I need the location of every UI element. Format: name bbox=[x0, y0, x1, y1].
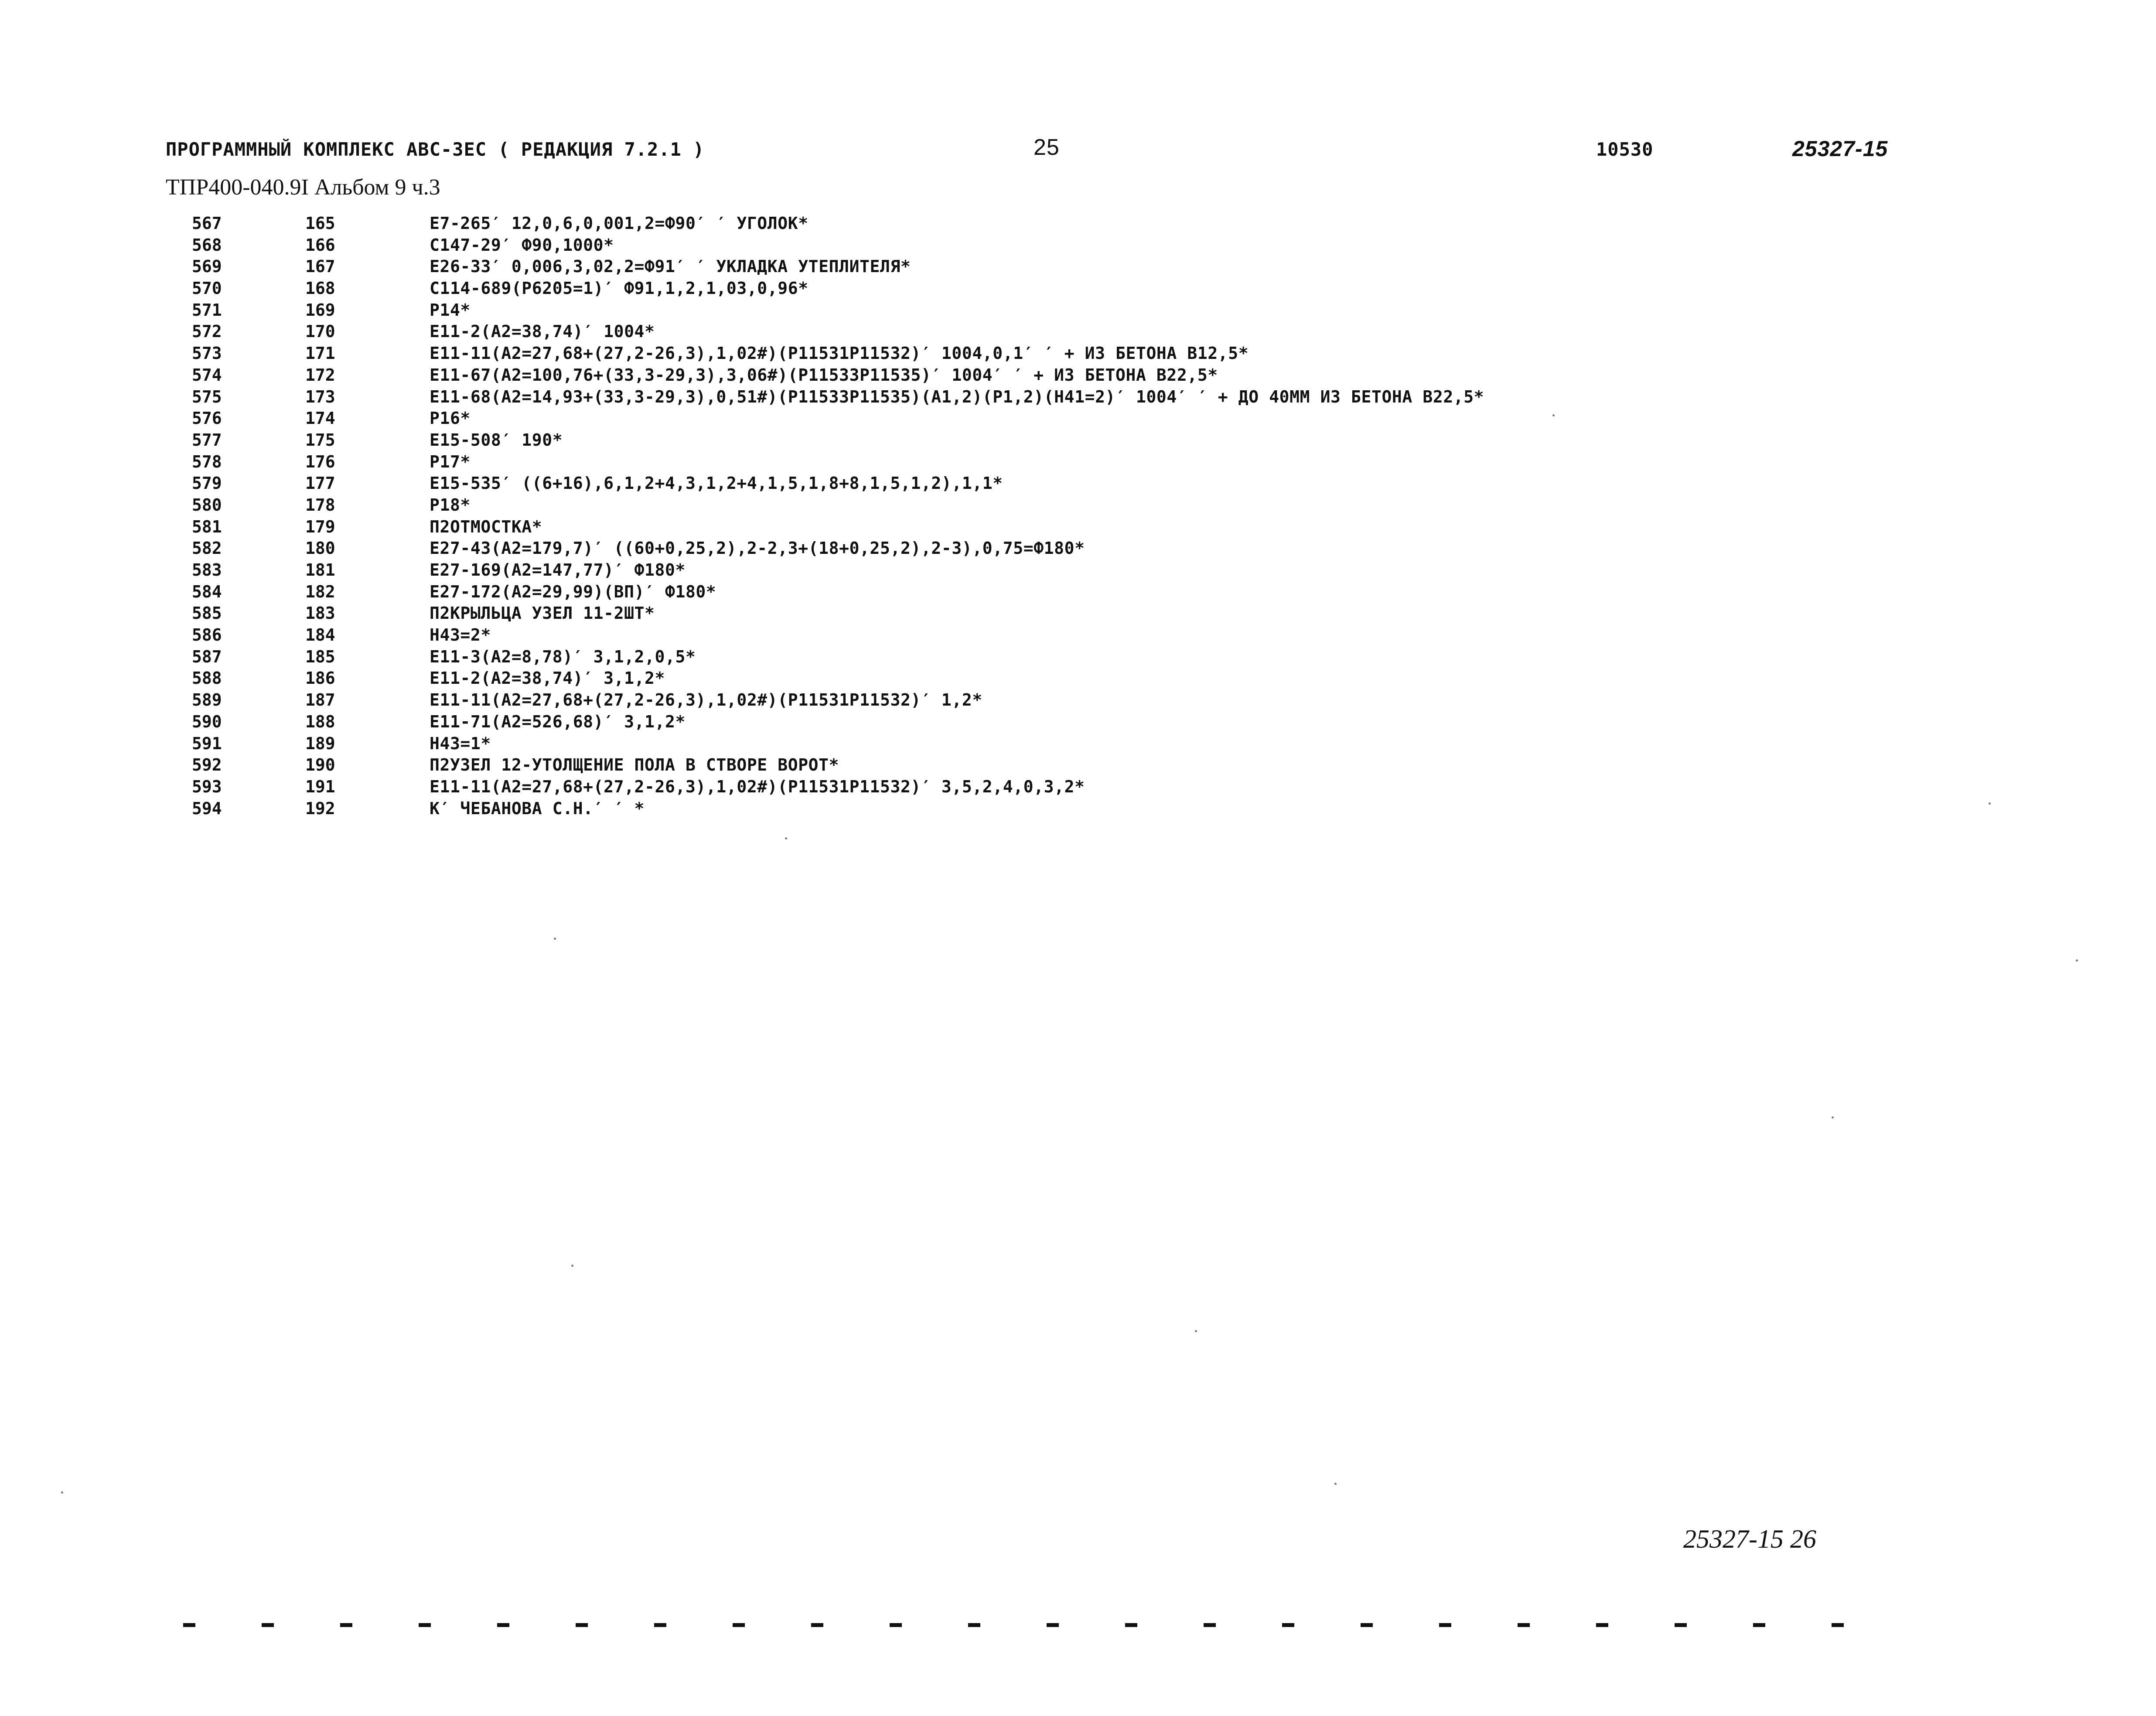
statement-number: 179 bbox=[305, 517, 335, 536]
listing-row bbox=[0, 386, 2156, 408]
statement-number: 192 bbox=[305, 798, 335, 818]
scan-speck bbox=[1832, 1116, 1834, 1119]
line-number: 594 bbox=[192, 798, 222, 818]
line-number: 582 bbox=[192, 539, 222, 558]
perforation-dash bbox=[1518, 1623, 1530, 1627]
line-number: 569 bbox=[192, 257, 222, 276]
line-number: 587 bbox=[192, 647, 222, 666]
album-subtitle: ТПР400-040.9I Альбом 9 ч.3 bbox=[166, 175, 440, 200]
perforation-dash bbox=[968, 1623, 980, 1627]
perforation-dash bbox=[1753, 1623, 1765, 1627]
statement-number: 171 bbox=[305, 344, 335, 363]
perforation-dash bbox=[1439, 1623, 1451, 1627]
line-number: 592 bbox=[192, 755, 222, 775]
perforation-dash bbox=[1361, 1623, 1373, 1627]
statement-text: Е27-169(А2=147,77)′ Ф180* bbox=[430, 560, 686, 580]
statement-text: Е26-33′ 0,006,3,02,2=Ф91′ ′ УКЛАДКА УТЕПЛИТЕЛЯ* bbox=[430, 257, 911, 276]
perforation-dash bbox=[340, 1623, 352, 1627]
listing-table bbox=[0, 213, 2156, 819]
statement-number: 176 bbox=[305, 452, 335, 471]
statement-text: Е11-2(А2=38,74)′ 3,1,2* bbox=[430, 669, 665, 688]
perforation-dash bbox=[811, 1623, 823, 1627]
statement-text: П2УЗЕЛ 12-УТОЛЩЕНИЕ ПОЛА В СТВОРЕ ВОРОТ* bbox=[430, 755, 839, 775]
listing-row bbox=[0, 256, 2156, 278]
statement-number: 183 bbox=[305, 604, 335, 623]
listing-row bbox=[0, 451, 2156, 473]
perforation-dash bbox=[1675, 1623, 1687, 1627]
listing-row bbox=[0, 430, 2156, 451]
perforation-dash bbox=[890, 1623, 902, 1627]
statement-number: 182 bbox=[305, 582, 335, 601]
listing-row bbox=[0, 711, 2156, 733]
line-number: 579 bbox=[192, 474, 222, 493]
statement-text: Е11-11(А2=27,68+(27,2-26,3),1,02#)(Р11531Р11532)′ 3,5,2,4,0,3,2* bbox=[430, 777, 1085, 796]
line-number: 576 bbox=[192, 409, 222, 428]
statement-text: П2КРЫЛЬЦА УЗЕЛ 11-2ШТ* bbox=[430, 604, 655, 623]
listing-row bbox=[0, 581, 2156, 603]
line-number: 577 bbox=[192, 430, 222, 450]
perforation-dash bbox=[576, 1623, 588, 1627]
listing-row bbox=[0, 733, 2156, 755]
statement-text: П2ОТМОСТКА* bbox=[430, 517, 542, 536]
listing-row bbox=[0, 624, 2156, 646]
statement-number: 190 bbox=[305, 755, 335, 775]
listing-row bbox=[0, 559, 2156, 581]
line-number: 572 bbox=[192, 322, 222, 341]
statement-text: Н43=2* bbox=[430, 625, 491, 645]
scan-speck bbox=[785, 837, 787, 839]
perforation-dash bbox=[733, 1623, 745, 1627]
statement-text: Н43=1* bbox=[430, 733, 491, 753]
scan-speck bbox=[554, 938, 556, 940]
listing-row bbox=[0, 776, 2156, 798]
statement-text: Е11-67(А2=100,76+(33,3-29,3),3,06#)(Р11533Р11535)′ 1004′ ′ + ИЗ БЕТОНА В22,5* bbox=[430, 365, 1218, 385]
statement-number: 175 bbox=[305, 430, 335, 450]
statement-text: Е11-3(А2=8,78)′ 3,1,2,0,5* bbox=[430, 647, 696, 666]
statement-text: Р17* bbox=[430, 452, 471, 471]
listing-row bbox=[0, 646, 2156, 668]
line-number: 584 bbox=[192, 582, 222, 601]
statement-number: 174 bbox=[305, 409, 335, 428]
statement-number: 184 bbox=[305, 625, 335, 645]
statement-text: С147-29′ Ф90,1000* bbox=[430, 235, 614, 255]
statement-text: С114-689(Р6205=1)′ Ф91,1,2,1,03,0,96* bbox=[430, 279, 808, 298]
line-number: 573 bbox=[192, 344, 222, 363]
perforation-dash bbox=[1282, 1623, 1294, 1627]
statement-text: Р16* bbox=[430, 409, 471, 428]
listing-row bbox=[0, 343, 2156, 365]
line-number: 588 bbox=[192, 669, 222, 688]
statement-text: Е27-172(А2=29,99)(ВП)′ Ф180* bbox=[430, 582, 716, 601]
line-number: 591 bbox=[192, 733, 222, 753]
line-number: 574 bbox=[192, 365, 222, 385]
statement-number: 191 bbox=[305, 777, 335, 796]
line-number: 571 bbox=[192, 300, 222, 320]
perforation-dash bbox=[1832, 1623, 1844, 1627]
listing-row bbox=[0, 213, 2156, 235]
program-title: ПРОГРАММНЫЙ КОМПЛЕКС АВС-ЗЕС ( РЕДАКЦИЯ 7.2.1 ) bbox=[166, 139, 705, 160]
line-number: 585 bbox=[192, 604, 222, 623]
statement-number: 168 bbox=[305, 279, 335, 298]
scan-speck bbox=[1334, 1483, 1337, 1485]
statement-number: 178 bbox=[305, 495, 335, 515]
statement-text: Е27-43(А2=179,7)′ ((60+0,25,2),2-2,3+(18+0,25,2),2-3),0,75=Ф180* bbox=[430, 539, 1085, 558]
line-number: 581 bbox=[192, 517, 222, 536]
statement-number: 166 bbox=[305, 235, 335, 255]
perforation-dash bbox=[1047, 1623, 1059, 1627]
document-number: 25327-15 bbox=[1792, 136, 1888, 161]
statement-text: Е11-11(А2=27,68+(27,2-26,3),1,02#)(Р11531Р11532)′ 1004,0,1′ ′ + ИЗ БЕТОНА В12,5* bbox=[430, 344, 1249, 363]
listing-row bbox=[0, 495, 2156, 516]
statement-text: Е11-71(А2=526,68)′ 3,1,2* bbox=[430, 712, 686, 731]
statement-text: Е15-508′ 190* bbox=[430, 430, 563, 450]
listing-row bbox=[0, 754, 2156, 776]
statement-number: 172 bbox=[305, 365, 335, 385]
statement-number: 167 bbox=[305, 257, 335, 276]
line-number: 578 bbox=[192, 452, 222, 471]
perforation-dash bbox=[497, 1623, 509, 1627]
statement-number: 186 bbox=[305, 669, 335, 688]
statement-number: 169 bbox=[305, 300, 335, 320]
listing-row bbox=[0, 473, 2156, 495]
scan-speck bbox=[61, 1491, 63, 1494]
perforation-dash bbox=[262, 1623, 274, 1627]
statement-number: 180 bbox=[305, 539, 335, 558]
header-code: 10530 bbox=[1596, 139, 1654, 160]
statement-text: К′ ЧЕБАНОВА С.Н.′ ′ * bbox=[430, 798, 645, 818]
scan-speck bbox=[571, 1265, 573, 1267]
perforation-dash bbox=[1125, 1623, 1137, 1627]
line-number: 583 bbox=[192, 560, 222, 580]
statement-number: 181 bbox=[305, 560, 335, 580]
statement-number: 177 bbox=[305, 474, 335, 493]
line-number: 580 bbox=[192, 495, 222, 515]
listing-row bbox=[0, 235, 2156, 256]
statement-number: 187 bbox=[305, 690, 335, 710]
line-number: 567 bbox=[192, 214, 222, 233]
handwritten-page-note: 25327-15 26 bbox=[1683, 1525, 1816, 1553]
listing-row bbox=[0, 689, 2156, 711]
statement-text: Е11-11(А2=27,68+(27,2-26,3),1,02#)(Р11531Р11532)′ 1,2* bbox=[430, 690, 982, 710]
listing-row bbox=[0, 278, 2156, 300]
listing-row bbox=[0, 365, 2156, 386]
perforation-dash bbox=[654, 1623, 666, 1627]
line-number: 568 bbox=[192, 235, 222, 255]
statement-number: 185 bbox=[305, 647, 335, 666]
perforation-dash bbox=[419, 1623, 431, 1627]
statement-text: Е15-535′ ((6+16),6,1,2+4,3,1,2+4,1,5,1,8+8,1,5,1,2),1,1* bbox=[430, 474, 1003, 493]
statement-number: 188 bbox=[305, 712, 335, 731]
listing-row bbox=[0, 408, 2156, 430]
statement-text: Е7-265′ 12,0,6,0,001,2=Ф90′ ′ УГОЛОК* bbox=[430, 214, 808, 233]
line-number: 590 bbox=[192, 712, 222, 731]
listing-row bbox=[0, 516, 2156, 538]
scan-speck bbox=[1195, 1330, 1197, 1332]
line-number: 575 bbox=[192, 387, 222, 406]
listing-row bbox=[0, 300, 2156, 321]
statement-text: Е11-2(А2=38,74)′ 1004* bbox=[430, 322, 655, 341]
listing-row bbox=[0, 668, 2156, 689]
line-number: 570 bbox=[192, 279, 222, 298]
statement-number: 189 bbox=[305, 733, 335, 753]
scan-speck bbox=[2076, 959, 2078, 962]
statement-text: Е11-68(А2=14,93+(33,3-29,3),0,51#)(Р11533Р11535)(А1,2)(Р1,2)(Н41=2)′ 1004′ ′ + ДО 40ММ ИЗ БЕТОНА В22,5* bbox=[430, 387, 1484, 406]
page-number: 25 bbox=[1034, 135, 1060, 160]
listing-row bbox=[0, 603, 2156, 624]
line-number: 586 bbox=[192, 625, 222, 645]
line-number: 589 bbox=[192, 690, 222, 710]
statement-text: Р14* bbox=[430, 300, 471, 320]
statement-number: 170 bbox=[305, 322, 335, 341]
perforation-dash bbox=[1596, 1623, 1608, 1627]
statement-number: 165 bbox=[305, 214, 335, 233]
statement-text: Р18* bbox=[430, 495, 471, 515]
perforation-dash bbox=[1204, 1623, 1216, 1627]
statement-number: 173 bbox=[305, 387, 335, 406]
listing-row bbox=[0, 321, 2156, 343]
listing-row bbox=[0, 538, 2156, 559]
line-number: 593 bbox=[192, 777, 222, 796]
perforation-dash bbox=[183, 1623, 195, 1627]
listing-row bbox=[0, 798, 2156, 820]
